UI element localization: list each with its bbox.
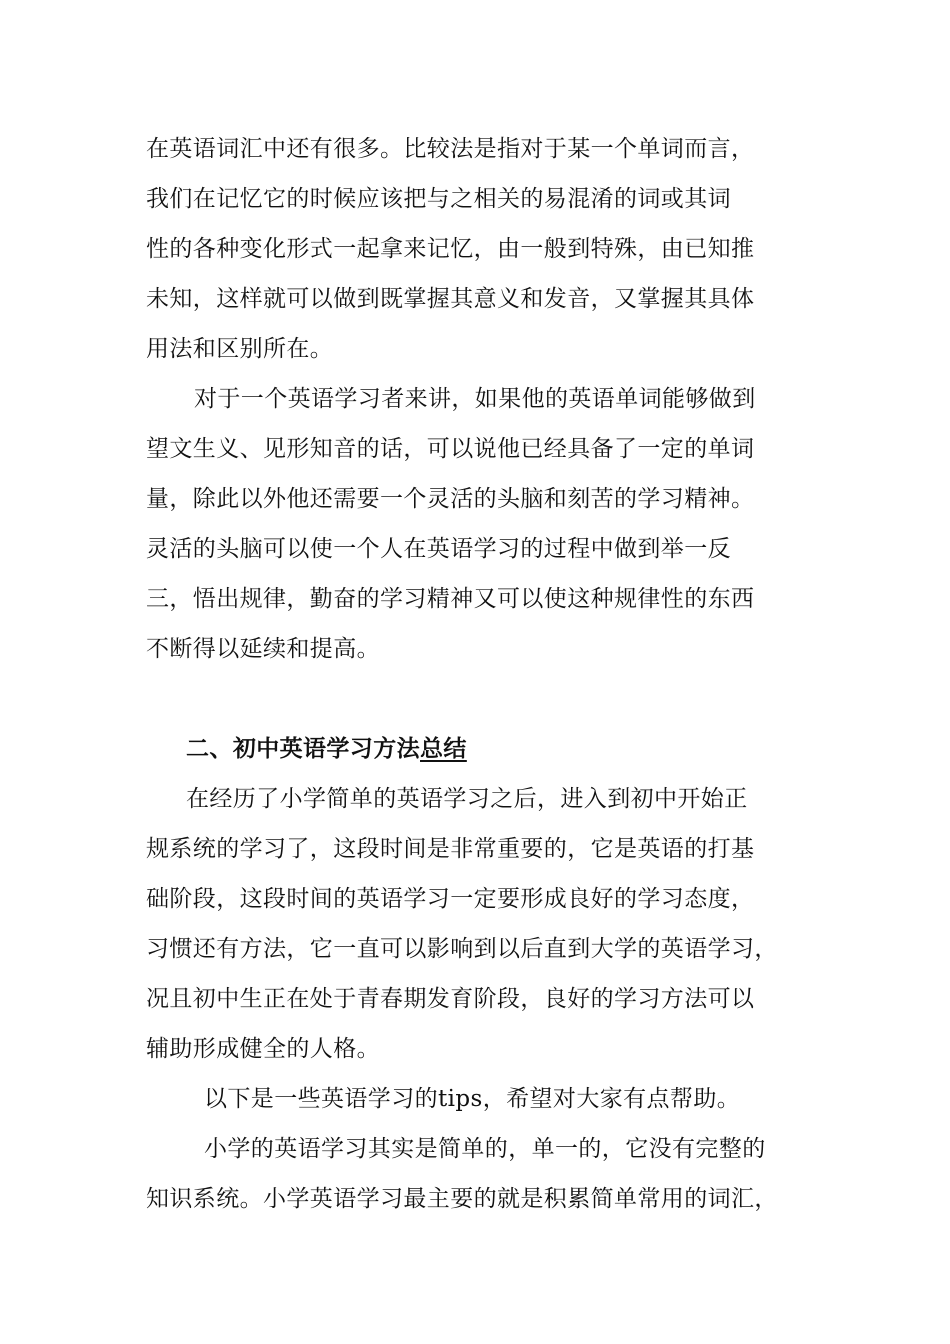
heading-main: 初中英语学习方法: [232, 735, 421, 762]
paragraph-line: 况且初中生正在处于青春期发育阶段，良好的学习方法可以: [146, 986, 755, 1012]
paragraph-line: 性的各种变化形式一起拿来记忆，由一般到特殊，由已知推: [146, 236, 755, 262]
paragraph-line: 灵活的头脑可以使一个人在英语学习的过程中做到举一反: [146, 536, 731, 562]
paragraph-line: 三，悟出规律，勤奋的学习精神又可以使这种规律性的东西: [146, 586, 755, 612]
paragraph-line: 在英语词汇中还有很多。比较法是指对于某一个单词而言，: [146, 136, 755, 162]
paragraph-line: 对于一个英语学习者来讲，如果他的英语单词能够做到: [194, 386, 756, 412]
section-heading: [186, 734, 467, 764]
paragraph-line: 知识系统。小学英语学习最主要的就是积累简单常用的词汇，: [146, 1186, 778, 1212]
paragraph-line: 以下是一些英语学习的tips，希望对大家有点帮助。: [204, 1086, 741, 1112]
paragraph-line: 望文生义、见形知音的话，可以说他已经具备了一定的单词: [146, 436, 755, 462]
heading-prefix: 二、: [186, 735, 233, 762]
paragraph-line: 量，除此以外他还需要一个灵活的头脑和刻苦的学习精神。: [146, 486, 755, 512]
paragraph-line: 不断得以延续和提高。: [146, 636, 380, 662]
heading-underlined: 总结: [420, 735, 467, 762]
paragraph-line: 用法和区别所在。: [146, 336, 334, 362]
paragraph-line: 在经历了小学简单的英语学习之后，进入到初中开始正: [186, 786, 748, 812]
paragraph-line: 习惯还有方法，它一直可以影响到以后直到大学的英语学习，: [146, 936, 778, 962]
paragraph-line: 未知，这样就可以做到既掌握其意义和发音，又掌握其具体: [146, 286, 755, 312]
paragraph-line: 辅助形成健全的人格。: [146, 1036, 380, 1062]
paragraph-line: 规系统的学习了，这段时间是非常重要的，它是英语的打基: [146, 836, 755, 862]
paragraph-line: 我们在记忆它的时候应该把与之相关的易混淆的词或其词: [146, 186, 731, 212]
paragraph-line: 小学的英语学习其实是简单的，单一的，它没有完整的: [204, 1136, 766, 1162]
paragraph-line: 础阶段，这段时间的英语学习一定要形成良好的学习态度，: [146, 886, 755, 912]
